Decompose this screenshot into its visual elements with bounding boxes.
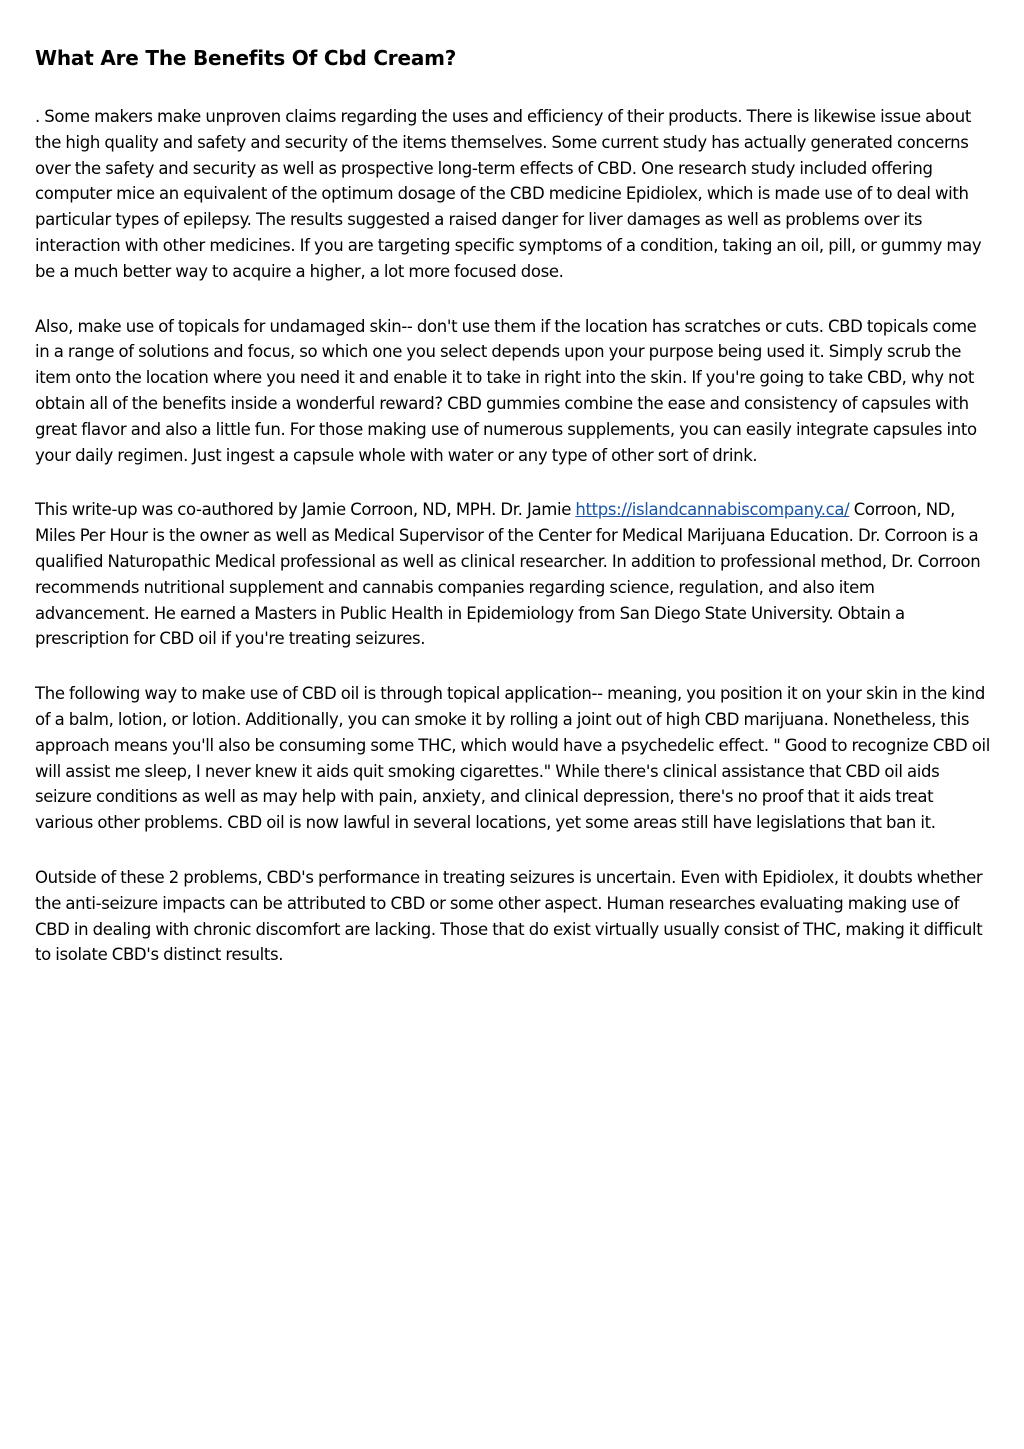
paragraph-3 bbox=[35, 497, 990, 652]
paragraph-5: Outside of these 2 problems, CBD's performance in treating seizures is uncertain. Even with Epidiolex, it doubts whether the anti-seizure impacts can be attributed to CBD or some other aspect. Human researches evaluating making use of CBD in dealing with chronic discomfort are lacking. Those that do exist virtually usually consist of THC, making it difficult to isolate CBD's distinct results. bbox=[35, 867, 983, 965]
paragraph-4: The following way to make use of CBD oil is through topical application-- meaning, you position it on your skin in the kind of a balm, lotion, or lotion. Additionally, you can smoke it by rolling a joint out of high CBD marijuana. Nonetheless, this approach means you'll also be consuming some THC, which would have a psychedelic effect. " Good to recognize CBD oil will assist me sleep, I never knew it aids quit smoking cigarettes." While there's clinical assistance that CBD oil aids seizure conditions as well as may help with pain, anxiety, and clinical depression, there's no proof that it aids treat various other problems. CBD oil is now lawful in several locations, yet some areas still have legislations that ban it. bbox=[35, 684, 990, 833]
paragraph-1: . Some makers make unproven claims regarding the uses and efficiency of their products. There is likewise issue about the high quality and safety and security of the items themselves. Some current study has actually generated concerns over the safety and security as well as prospective long-term effects of CBD. One research study included offering computer mice an equivalent of the optimum dosage of the CBD medicine Epidiolex, which is made use of to deal with particular types of epilepsy. The results suggested a raised danger for liver damages as well as problems over its interaction with other medicines. If you are targeting specific symptoms of a condition, taking an oil, pill, or gummy may be a much better way to acquire a higher, a lot more focused dose. bbox=[35, 107, 982, 281]
paragraph-3-text-after-link: Corroon, ND, Miles Per Hour is the owner as well as Medical Supervisor of the Center for Medical Marijuana Education. Dr. Corroon is a qualified Naturopathic Medical professional as well as clinical researcher. In addition to professional method, Dr. Corroon recommends nutritional supplement and cannabis companies regarding science, regulation, and also item advancement. He earned a Masters in Public Health in Epidemiology from San Diego State University. Obtain a prescription for CBD oil if you're treating seizures. bbox=[35, 500, 981, 649]
article-title: What Are The Benefits Of Cbd Cream? bbox=[35, 46, 457, 70]
island-cannabis-link[interactable]: https://islandcannabiscompany.ca/ bbox=[575, 500, 850, 520]
paragraph-2: Also, make use of topicals for undamaged skin-- don't use them if the location has scratches or cuts. CBD topicals come in a range of solutions and focus, so which one you select depends upon your purpose being used it. Simply scrub the item onto the location where you need it and enable it to take in right into the skin. If you're going to take CBD, why not obtain all of the benefits inside a wonderful reward? CBD gummies combine the ease and consistency of capsules with great flavor and also a little fun. For those making use of numerous supplements, you can easily integrate capsules into your daily regimen. Just ingest a capsule whole with water or any type of other sort of drink. bbox=[35, 316, 977, 465]
paragraph-3-text-before-link: This write-up was co-authored by Jamie Corroon, ND, MPH. Dr. Jamie bbox=[35, 500, 576, 520]
